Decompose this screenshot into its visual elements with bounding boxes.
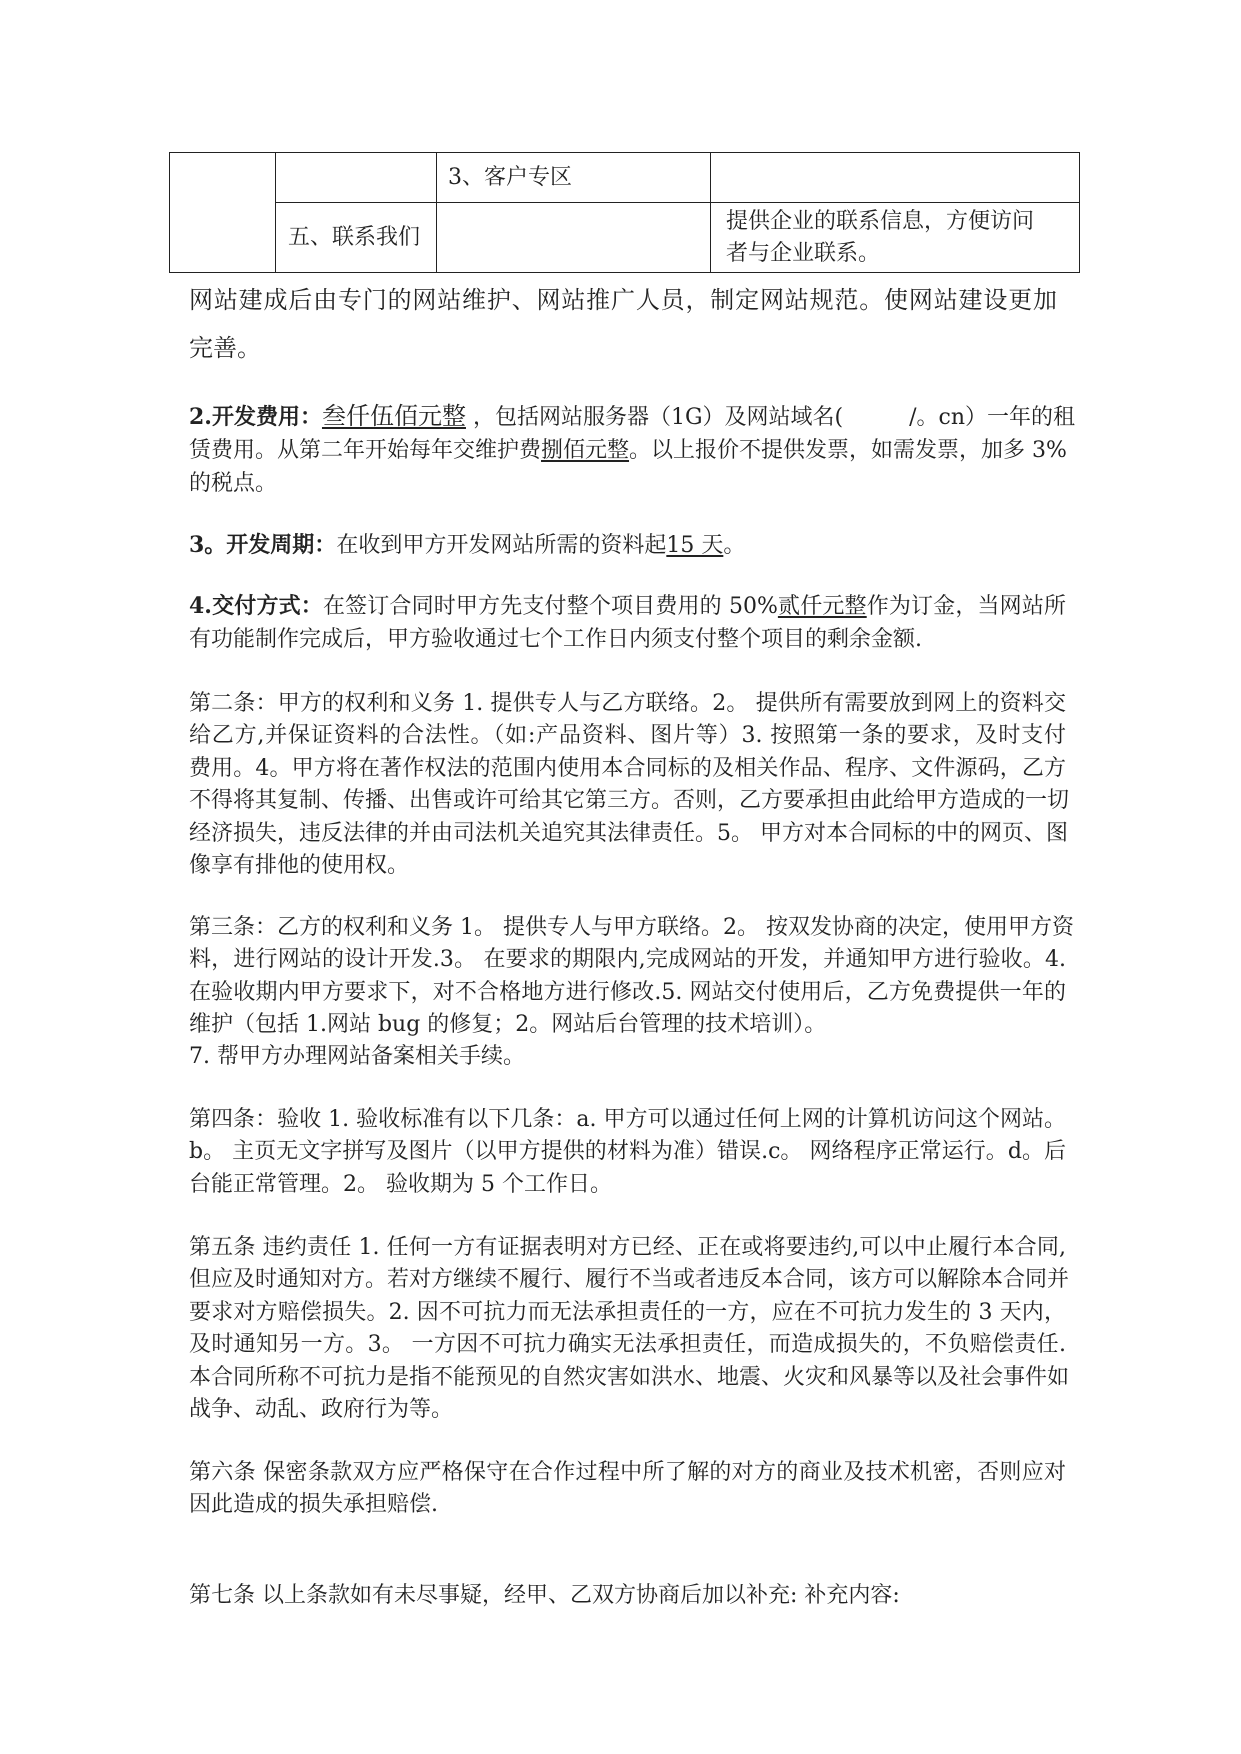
paragraph-line: 有功能制作完成后，甲方验收通过七个工作日内须支付整个项目的剩余金额.: [189, 627, 922, 652]
fees-label: 2.开发费用：: [189, 404, 322, 430]
contact-description-line: 提供企业的联系信息，方便访问: [726, 208, 1035, 234]
contact-us-label: 五、联系我们: [288, 224, 421, 250]
table-row: [170, 203, 1080, 273]
paragraph-line: 第六条 保密条款双方应严格保守在合作过程中所了解的对方的商业及技术机密，否则应对: [189, 1460, 1066, 1485]
period-days: 15 天: [666, 533, 724, 558]
table-cell-empty: [437, 203, 711, 273]
paragraph-line: 第三条：乙方的权利和义务 1。 提供专人与甲方联络。2。 按双发协商的决定，使用甲方资: [189, 915, 1074, 940]
site-structure-table: [169, 152, 1080, 273]
table-row: [170, 153, 1080, 203]
table-cell-empty: [276, 153, 437, 203]
paragraph-line: 第二条：甲方的权利和义务 1. 提供专人与乙方联络。2。 提供所有需要放到网上的资料交: [189, 691, 1066, 716]
paragraph-line: 费用。4。甲方将在著作权法的范围内使用本合同标的及相关作品、程序、文件源码，乙方: [189, 755, 1066, 781]
contact-description-line: 者与企业联系。: [726, 240, 881, 266]
paragraph-line: 料，进行网站的设计开发.3。 在要求的期限内,完成网站的开发，并通知甲方进行验收。4.: [189, 947, 1066, 973]
paragraph-line: 第七条 以上条款如有未尽事疑，经甲、乙双方协商后加以补充: 补充内容:: [189, 1583, 900, 1608]
paragraph-line: 台能正常管理。2。 验收期为 5 个工作日。: [189, 1171, 612, 1197]
article-6: [189, 1457, 1066, 1522]
paragraph-line: 要求对方赔偿损失。2. 因不可抗力而无法承担责任的一方，应在不可抗力发生的 3 天内，: [189, 1299, 1066, 1325]
paragraph-line: 完善。: [189, 334, 261, 362]
paragraph-line: [189, 434, 1066, 467]
paragraph-line: 本合同所称不可抗力是指不能预见的自然灾害如洪水、地震、火灾和风暴等以及社会事件如: [189, 1364, 1070, 1390]
paragraph-line: [189, 400, 1076, 434]
maintenance-paragraph: [189, 276, 1057, 372]
payment-label: 4.交付方式：: [189, 593, 323, 619]
article-7: [189, 1580, 1066, 1612]
paragraph-line: [189, 529, 1066, 562]
table-cell-contact-us: [276, 203, 437, 273]
period-label: 3。开发周期：: [189, 532, 337, 558]
paragraph-line: 给乙方,并保证资料的合法性。（如:产品资料、图片等）3. 按照第一条的要求，及时支付: [189, 723, 1066, 749]
fees-text: ，包括网站服务器（1G）及网站域名( /。cn）一年的租: [465, 405, 1076, 430]
table-cell-empty: [711, 153, 1080, 203]
paragraph-line: [189, 590, 1066, 623]
paragraph-line: 第四条：验收 1. 验收标准有以下几条：a. 甲方可以通过任何上网的计算机访问这个网站。: [189, 1107, 1066, 1132]
paragraph-line: 网站建成后由专门的网站维护、网站推广人员，制定网站规范。使网站建设更加: [189, 286, 1057, 314]
customer-area-label: 3、客户专区: [448, 164, 572, 190]
period-text: 在收到甲方开发网站所需的资料起: [336, 533, 667, 558]
period-text: 。: [723, 533, 746, 558]
paragraph-line: 第五条 违约责任 1. 任何一方有证据表明对方已经、正在或将要违约,可以中止履行本合同,: [189, 1235, 1066, 1260]
paragraph-line: 经济损失，违反法律的并由司法机关追究其法律责任。5。 甲方对本合同标的中的网页、图: [189, 820, 1068, 846]
paragraph-line: 及时通知另一方。3。 一方因不可抗力确实无法承担责任，而造成损失的，不负赔偿责任.: [189, 1332, 1066, 1358]
paragraph-line: b。 主页无文字拼写及图片（以甲方提供的材料为准）错误.c。 网络程序正常运行。d。后: [189, 1139, 1066, 1165]
article-4: [189, 1104, 1066, 1201]
article-5: [189, 1232, 1070, 1426]
period-paragraph: [189, 529, 1066, 562]
payment-text: 作为订金，当网站所: [866, 594, 1066, 619]
table-cell-contact-description: [711, 203, 1080, 273]
paragraph-line: 的税点。: [189, 471, 278, 496]
deposit-amount: 贰仟元整: [777, 594, 867, 619]
payment-paragraph: [189, 590, 1066, 656]
paragraph-line: 不得将其复制、传播、出售或许可给其它第三方。否则，乙方要承担由此给甲方造成的一切: [189, 788, 1070, 814]
payment-text: 在签订合同时甲方先支付整个项目费用的 50%: [322, 594, 778, 619]
fees-text: 赁费用。从第二年开始每年交维护费: [189, 438, 542, 463]
paragraph-line: 战争、动乱、政府行为等。: [189, 1397, 454, 1423]
paragraph-line: 但应及时通知对方。若对方继续不履行、履行不当或者违反本合同，该方可以解除本合同并: [189, 1267, 1070, 1293]
article-3: [189, 912, 1074, 1042]
maintenance-fee-amount: 捌佰元整: [541, 438, 630, 463]
table-cell-empty: [170, 153, 276, 273]
fees-paragraph: [189, 400, 1076, 500]
paragraph-line: 因此造成的损失承担赔偿.: [189, 1492, 438, 1518]
fees-text: 。以上报价不提供发票，如需发票，加多 3%: [629, 438, 1067, 463]
paragraph-line: 维护（包括 1.网站 bug 的修复；2。网站后台管理的技术培训）。: [189, 1012, 827, 1038]
paragraph-line: 在验收期内甲方要求下，对不合格地方进行修改.5. 网站交付使用后，乙方免费提供一年的: [189, 979, 1066, 1005]
article-3-item-7: [189, 1041, 1066, 1073]
article-2: [189, 688, 1070, 882]
paragraph-line: 7. 帮甲方办理网站备案相关手续。: [189, 1044, 525, 1069]
table-cell-customer-area: [437, 153, 711, 203]
fees-amount: 叁仟伍佰元整: [321, 402, 466, 430]
paragraph-line: 像享有排他的使用权。: [189, 853, 410, 879]
